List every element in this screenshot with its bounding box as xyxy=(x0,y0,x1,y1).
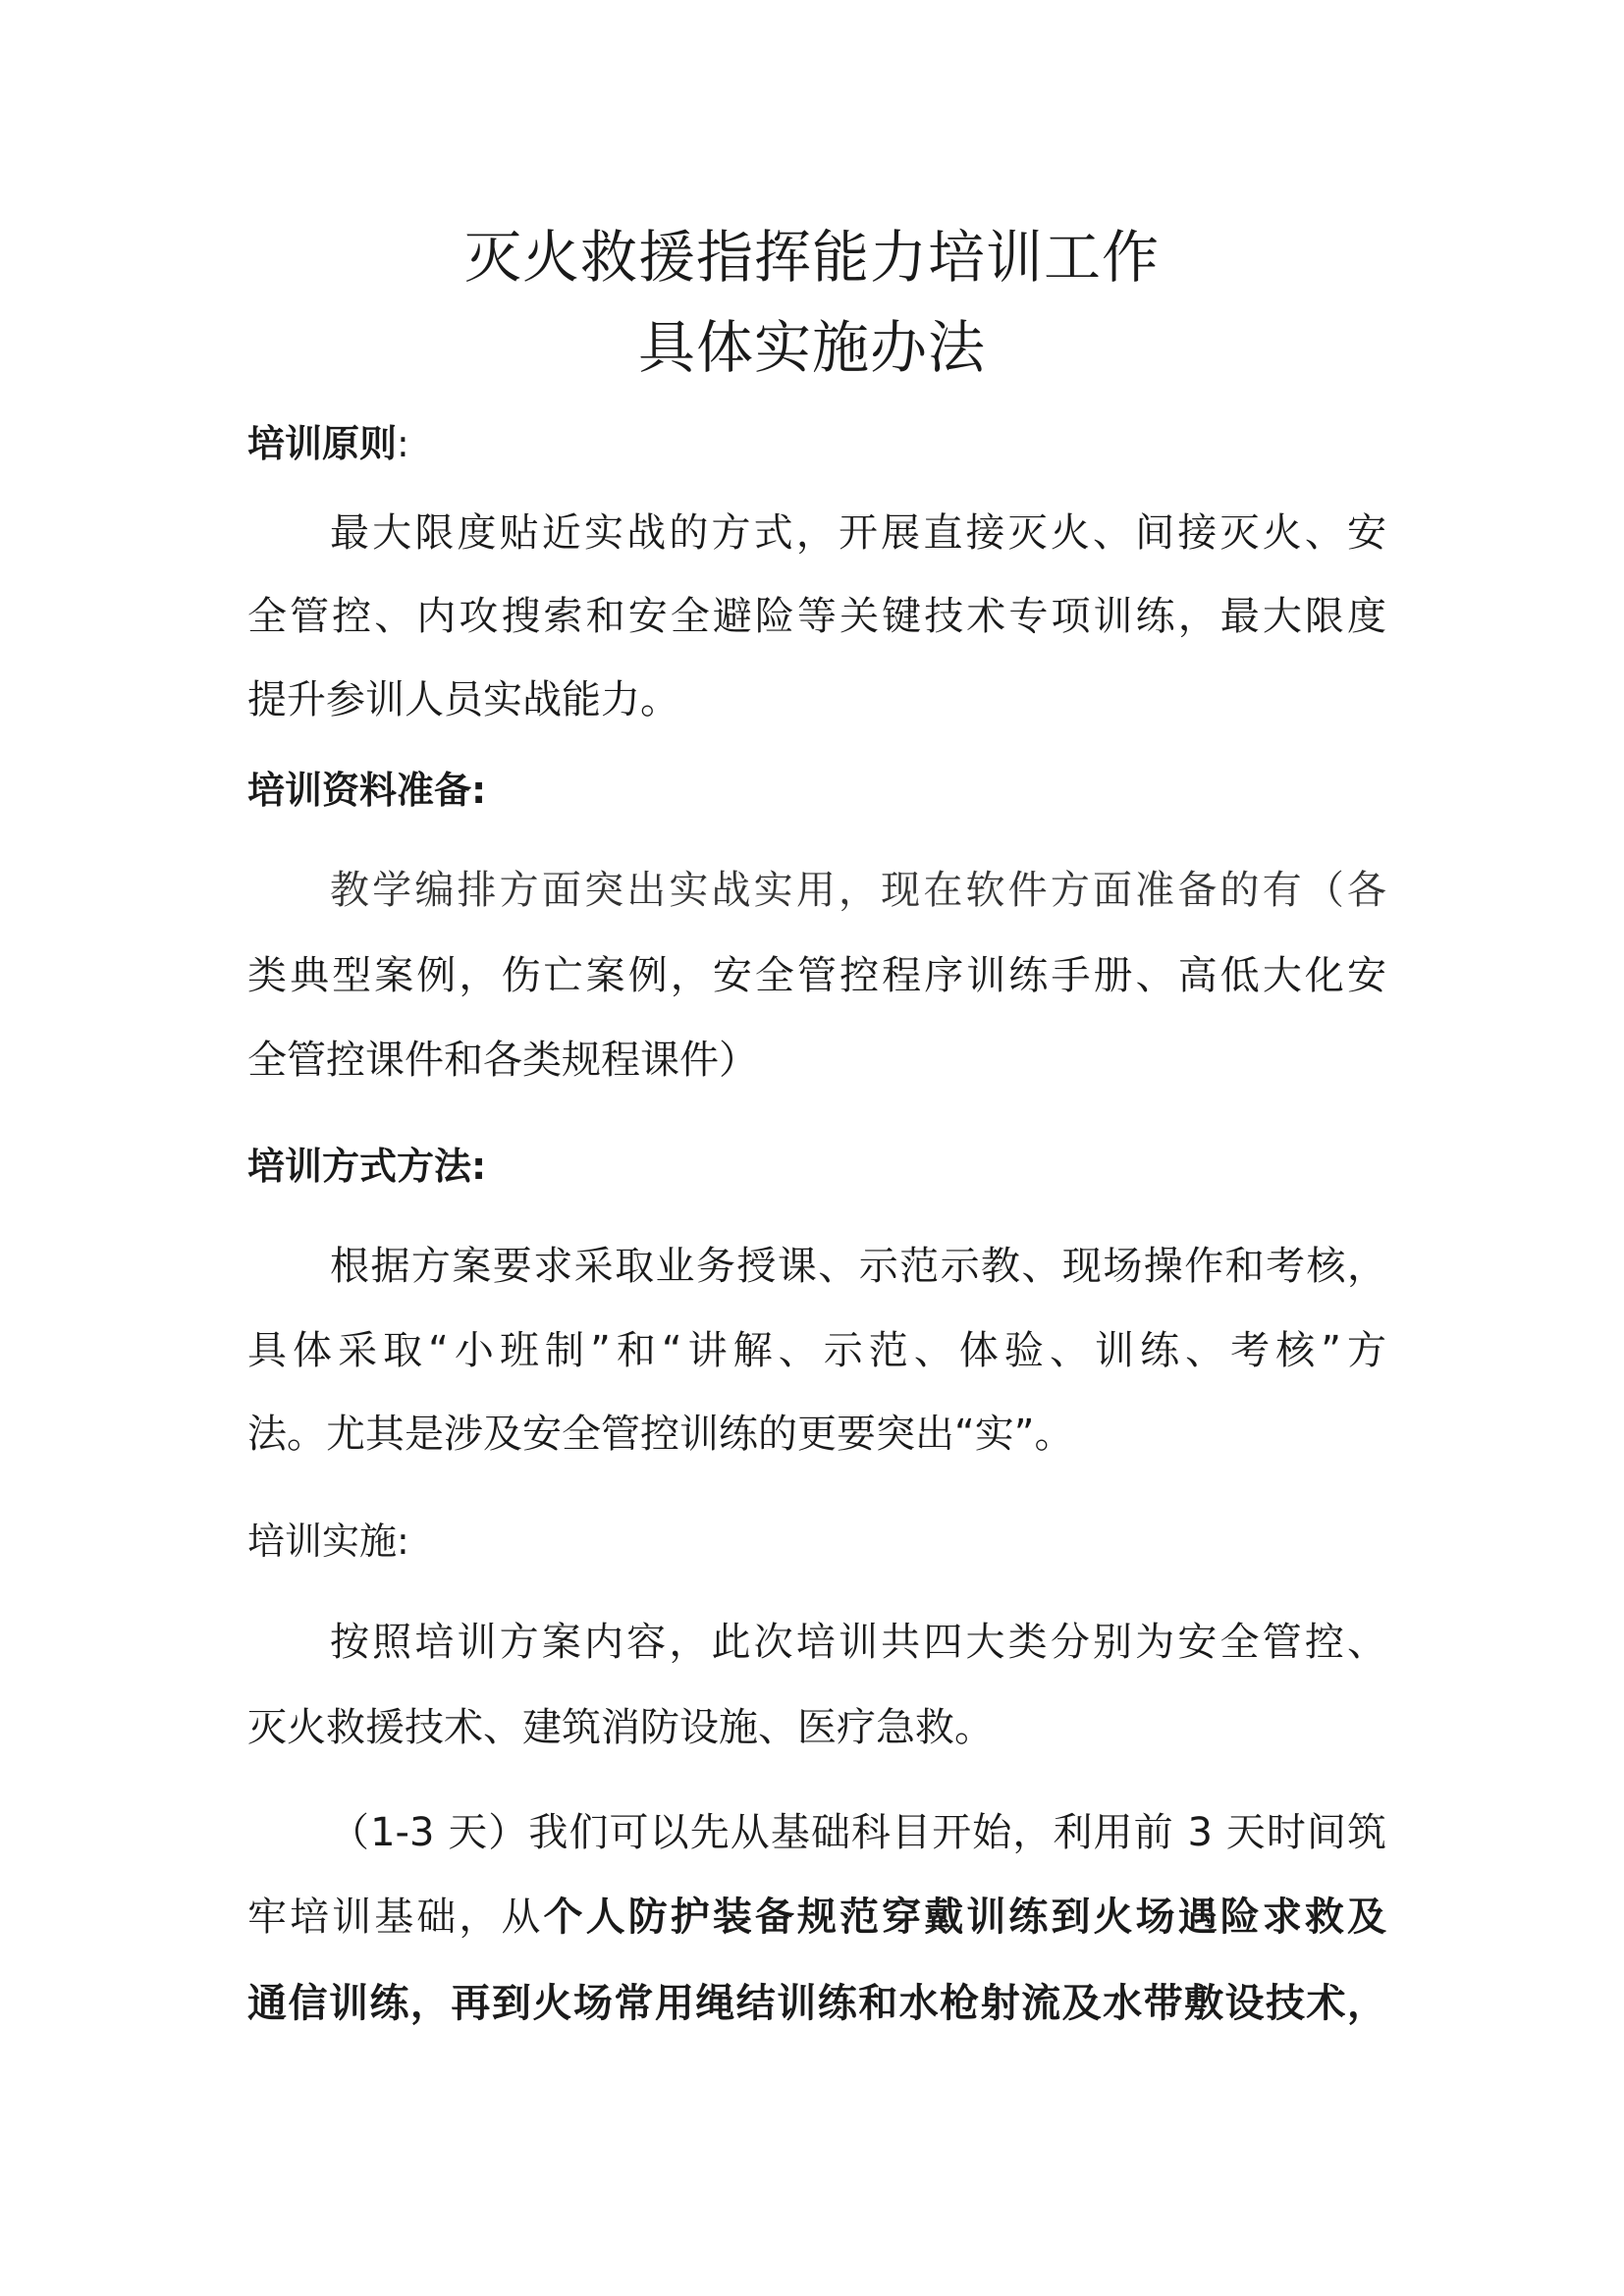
implementation-line-1: 按照培训方案内容，此次培训共四大类分别为安全管控、 xyxy=(330,1620,1386,1665)
document-title-line2: 具体实施办法 xyxy=(637,314,986,381)
principle-heading-colon: : xyxy=(397,422,409,465)
methods-line-3: 法。尤其是涉及安全管控训练的更要突出“实”。 xyxy=(247,1412,1074,1457)
section-heading-implementation: 培训实施: xyxy=(247,1520,409,1563)
materials-line-3: 全管控课件和各类规程课件） xyxy=(247,1038,758,1083)
materials-line-1: 教学编排方面突出实战实用，现在软件方面准备的有（各 xyxy=(330,868,1386,913)
schedule-line-2 xyxy=(247,1895,1387,1940)
schedule-line-2-plain: 牢培训基础，从 xyxy=(247,1895,544,1940)
principle-heading-label: 培训原则 xyxy=(247,422,398,465)
section-heading-principle xyxy=(247,422,409,465)
methods-line-1: 根据方案要求采取业务授课、示范示教、现场操作和考核， xyxy=(330,1244,1386,1289)
schedule-line-1: （1-3 天）我们可以先从基础科目开始，利用前 3 天时间筑 xyxy=(330,1810,1386,1855)
materials-line-2: 类典型案例，伤亡案例，安全管控程序训练手册、高低大化安 xyxy=(247,953,1386,998)
principle-line-1: 最大限度贴近实战的方式，开展直接灭火、间接灭火、安 xyxy=(330,510,1386,556)
principle-line-3: 提升参训人员实战能力。 xyxy=(247,677,679,722)
section-heading-materials: 培训资料准备: xyxy=(247,769,487,812)
section-heading-methods: 培训方式方法: xyxy=(247,1145,487,1188)
schedule-line-2-bold: 个人防护装备规范穿戴训练到火场遇险求救及 xyxy=(543,1895,1387,1940)
document-title-line1: 灭火救援指挥能力培训工作 xyxy=(463,224,1160,291)
schedule-line-3: 通信训练，再到火场常用绳结训练和水枪射流及水带敷设技术， xyxy=(247,1981,1386,2026)
methods-line-2: 具体采取“小班制”和“讲解、示范、体验、训练、考核”方 xyxy=(247,1328,1386,1373)
principle-line-2: 全管控、内攻搜索和安全避险等关键技术专项训练，最大限度 xyxy=(247,594,1386,639)
implementation-line-2: 灭火救援技术、建筑消防设施、医疗急救。 xyxy=(247,1705,994,1750)
